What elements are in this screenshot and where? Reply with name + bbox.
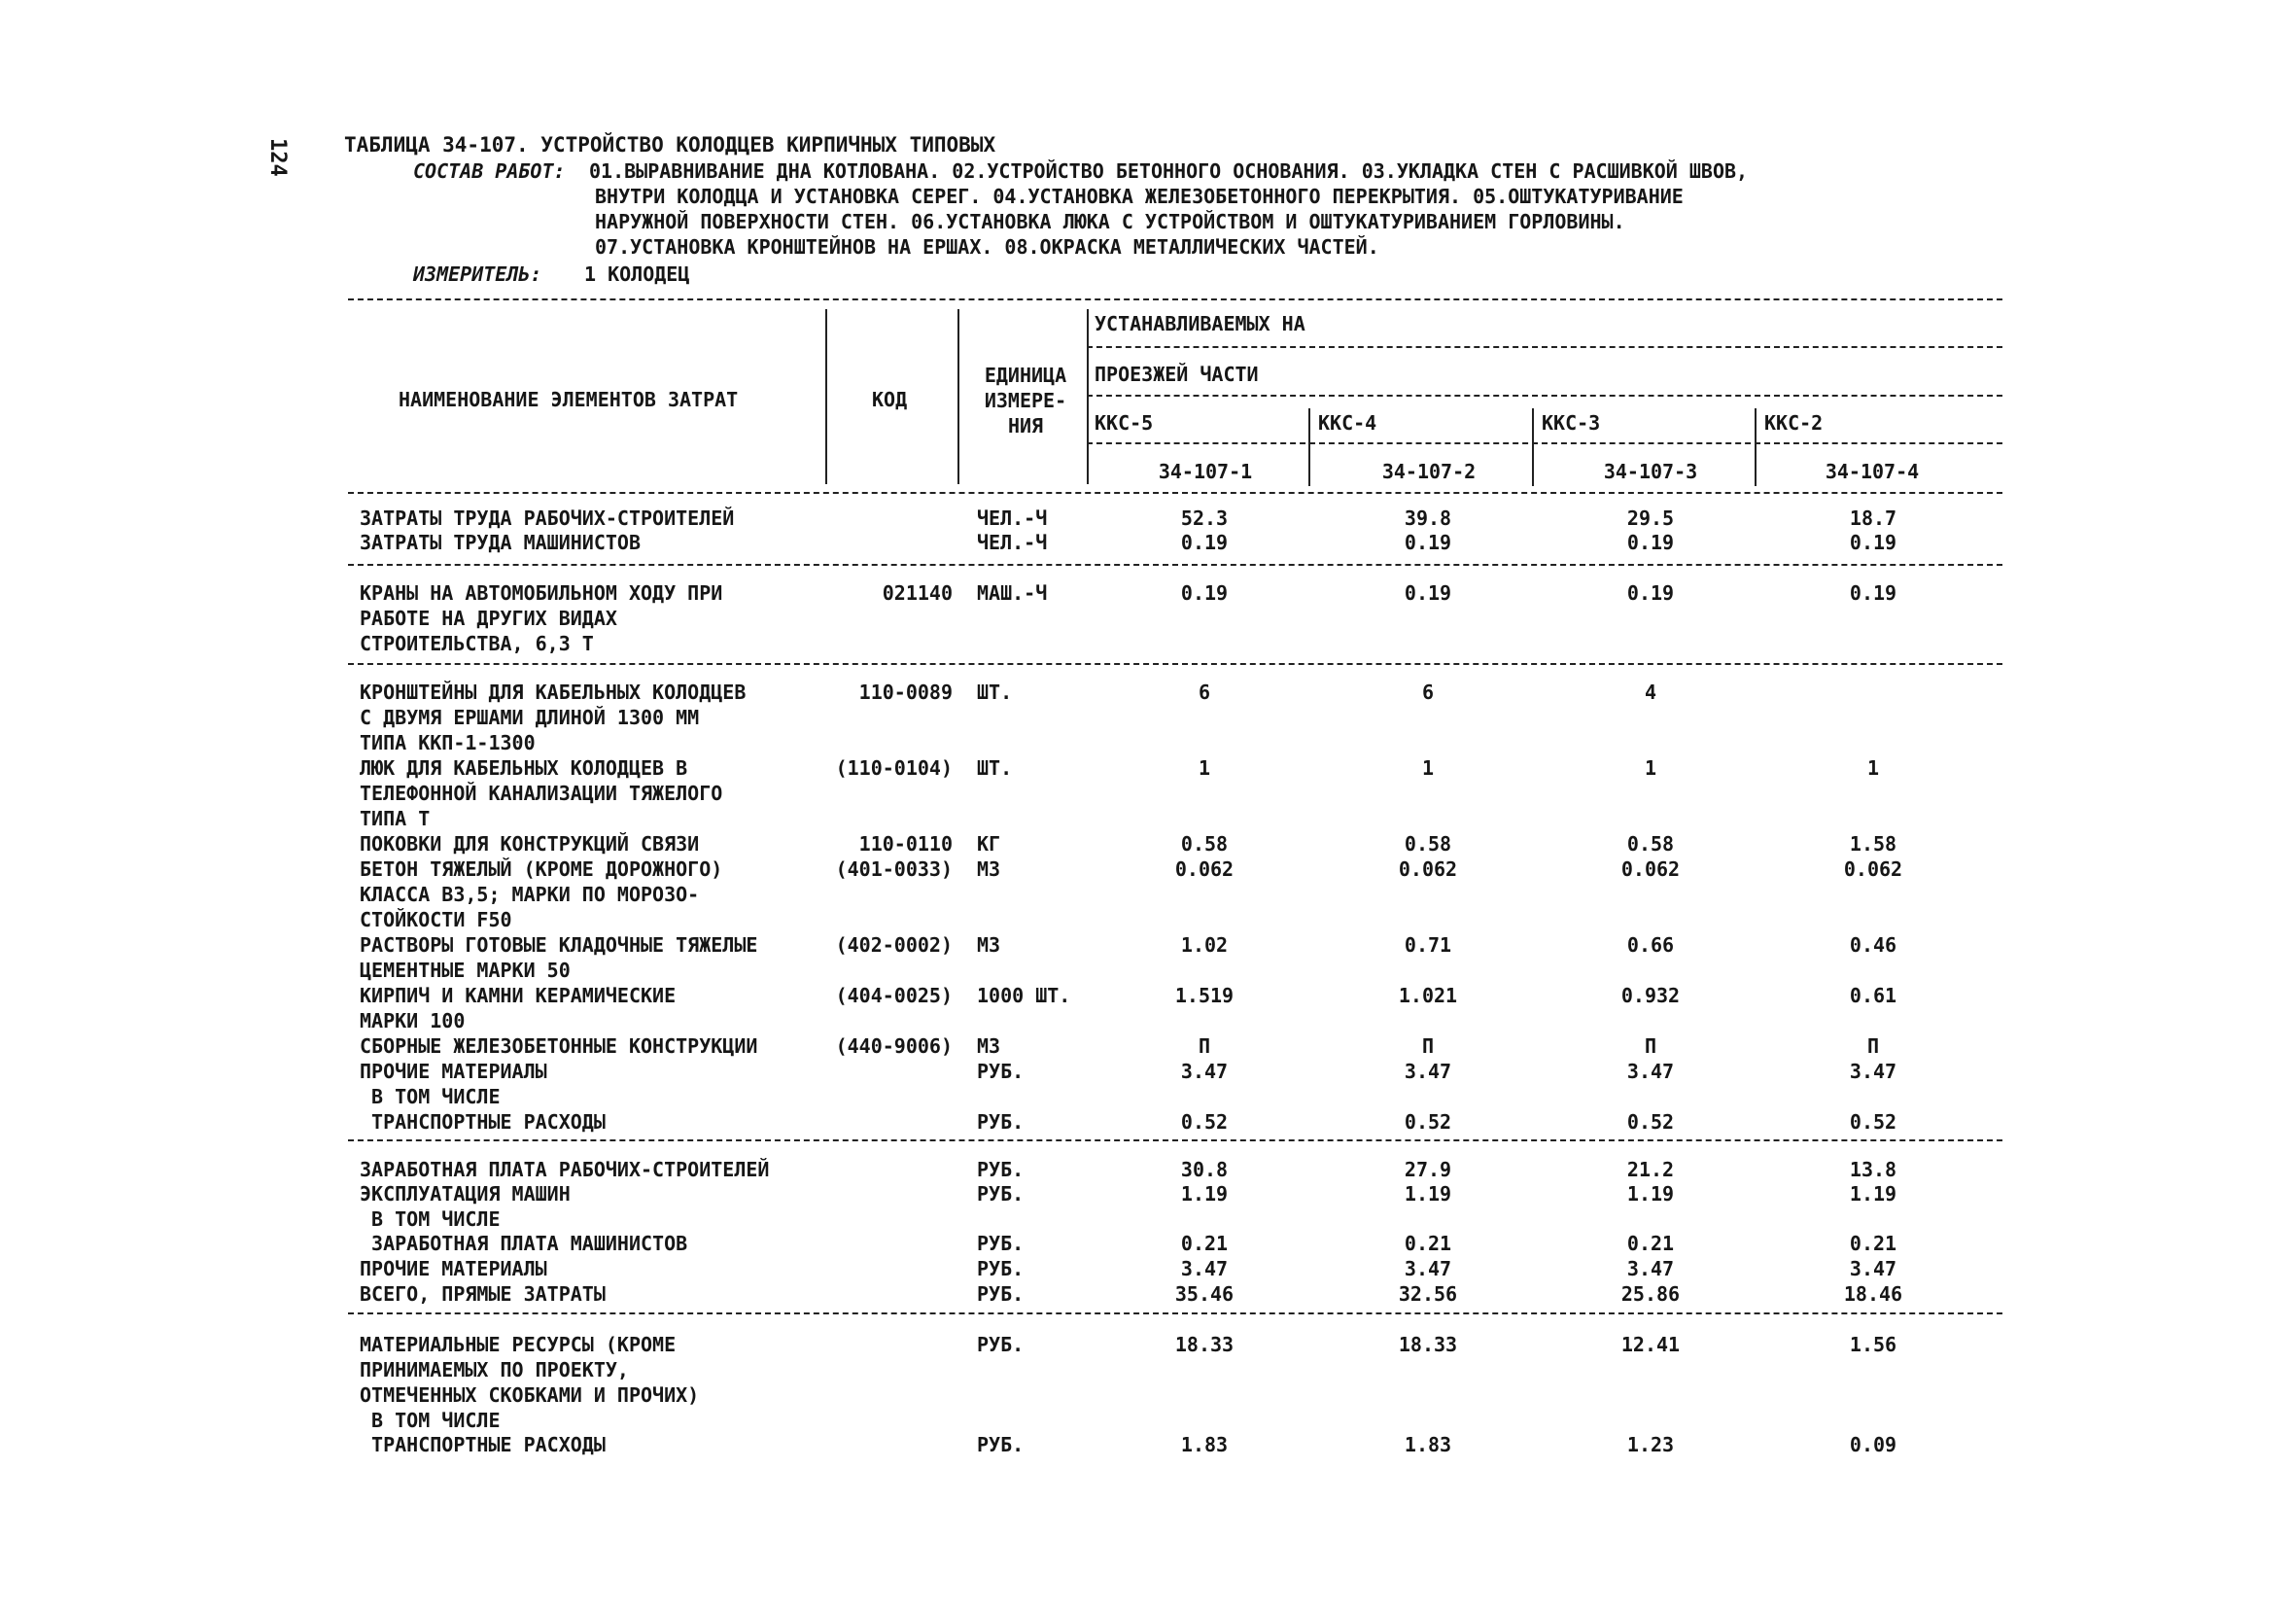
row-value: 27.9 [1404,1158,1452,1181]
row-value: 21.2 [1626,1158,1675,1181]
row-value: 30.8 [1180,1158,1229,1181]
column-divider [1087,309,1089,484]
row-value: 32.56 [1398,1282,1458,1306]
header-top-rule [348,298,2002,300]
row-value: 18.33 [1174,1333,1235,1356]
row-name-line: СБОРНЫЕ ЖЕЛЕЗОБЕТОННЫЕ КОНСТРУКЦИИ [360,1034,758,1058]
row-value: 3.47 [1626,1257,1675,1280]
row-code: (404-0025) [835,984,953,1007]
column-divider [1532,408,1534,486]
row-name-line: ОТМЕЧЕННЫХ СКОБКАМИ И ПРОЧИХ) [360,1383,700,1407]
row-code: 110-0089 [858,681,953,704]
row-code: 021140 [882,581,953,605]
meter-label: ИЗМЕРИТЕЛЬ: [413,262,542,286]
row-value: 25.86 [1620,1282,1681,1306]
header-code: КОД [872,388,908,411]
column-divider [957,309,959,484]
header-unit: ИЗМЕРЕ- [984,389,1067,412]
composition-line: 07.УСТАНОВКА КРОНШТЕЙНОВ НА ЕРШАХ. 08.ОКРАСКА МЕТАЛЛИЧЕСКИХ ЧАСТЕЙ. [595,235,1379,259]
row-value: 0.52 [1180,1110,1229,1134]
row-name-line: КРОНШТЕЙНЫ ДЛЯ КАБЕЛЬНЫХ КОЛОДЦЕВ [360,681,747,704]
row-value: 1.58 [1849,832,1897,856]
row-value: 0.21 [1626,1232,1675,1255]
row-name-line: С ДВУМЯ ЕРШАМИ ДЛИНОЙ 1300 ММ [360,706,700,729]
row-value: 0.52 [1849,1110,1897,1134]
row-name-line: СТОЙКОСТИ F50 [360,908,512,931]
row-code: (440-9006) [835,1034,953,1058]
row-unit: РУБ. [977,1282,1025,1306]
row-value: 0.062 [1843,857,1903,881]
row-value: 39.8 [1404,507,1452,530]
row-name-line: ПРОЧИЕ МАТЕРИАЛЫ [360,1060,547,1083]
row-value: 13.8 [1849,1158,1897,1181]
row-name-line: ТИПА Т [360,807,431,830]
header-group: УСТАНАВЛИВАЕМЫХ НА [1095,312,1305,335]
row-value: 1.23 [1626,1433,1675,1456]
row-unit: РУБ. [977,1110,1025,1134]
row-value: 1.519 [1174,984,1235,1007]
row-value: 1.021 [1398,984,1458,1007]
row-value: 0.19 [1180,581,1229,605]
row-name-line: РАБОТЕ НА ДРУГИХ ВИДАХ [360,607,617,630]
row-name-line: БЕТОН ТЯЖЕЛЫЙ (КРОМЕ ДОРОЖНОГО) [360,857,723,881]
row-value: 1.19 [1404,1182,1452,1206]
header-type: ККС-2 [1764,411,1824,435]
row-name-line: МАТЕРИАЛЬНЫЕ РЕСУРСЫ (КРОМЕ [360,1333,677,1356]
row-value: 18.33 [1398,1333,1458,1356]
row-value: 0.932 [1620,984,1681,1007]
row-value: П [1421,1034,1435,1058]
row-value: 0.09 [1849,1433,1897,1456]
row-unit: ШТ. [977,681,1013,704]
row-name-line: ЦЕМЕНТНЫЕ МАРКИ 50 [360,959,571,982]
row-value: 3.47 [1849,1257,1897,1280]
row-value: 0.46 [1849,933,1897,957]
row-value: 0.19 [1849,531,1897,554]
header-name: НАИМЕНОВАНИЕ ЭЛЕМЕНТОВ ЗАТРАТ [399,388,739,411]
header-type: ККС-5 [1095,411,1154,435]
row-name-line: ТИПА ККП-1-1300 [360,731,536,754]
row-name-line: В ТОМ ЧИСЛЕ [360,1207,501,1231]
row-unit: М3 [977,1034,1001,1058]
row-name-line: ПРОЧИЕ МАТЕРИАЛЫ [360,1257,547,1280]
row-value: 52.3 [1180,507,1229,530]
row-name-line: В ТОМ ЧИСЛЕ [360,1085,501,1108]
meter-value: 1 КОЛОДЕЦ [584,262,690,286]
row-value: 0.52 [1626,1110,1675,1134]
header-unit: НИЯ [1007,414,1044,437]
row-value: 0.19 [1849,581,1897,605]
row-name-line: ТЕЛЕФОННОЙ КАНАЛИЗАЦИИ ТЯЖЕЛОГО [360,782,723,805]
row-code: (401-0033) [835,857,953,881]
row-value: 0.21 [1180,1232,1229,1255]
row-unit: 1000 ШТ. [977,984,1071,1007]
row-value: 1 [1866,756,1880,780]
header-code-number: 34-107-1 [1158,460,1253,483]
row-unit: РУБ. [977,1182,1025,1206]
row-value: 0.58 [1404,832,1452,856]
table-title: ТАБЛИЦА 34-107. УСТРОЙСТВО КОЛОДЦЕВ КИРПИЧНЫХ ТИПОВЫХ [344,133,996,157]
header-rule [1087,442,2002,444]
row-value: 3.47 [1626,1060,1675,1083]
row-value: 0.21 [1404,1232,1452,1255]
row-value: 1.19 [1626,1182,1675,1206]
row-value: 1.83 [1404,1433,1452,1456]
row-value: 1.02 [1180,933,1229,957]
row-value: 0.19 [1404,531,1452,554]
composition-line: НАРУЖНОЙ ПОВЕРХНОСТИ СТЕН. 06.УСТАНОВКА ЛЮКА С УСТРОЙСТВОМ И ОШТУКАТУРИВАНИЕМ ГОРЛОВИНЫ. [595,210,1625,233]
row-name-line: ЛЮК ДЛЯ КАБЕЛЬНЫХ КОЛОДЦЕВ В [360,756,688,780]
composition-label: СОСТАВ РАБОТ: [413,159,566,183]
row-value: 0.71 [1404,933,1452,957]
row-unit: ЧЕЛ.-Ч [977,531,1048,554]
row-value: 1.19 [1849,1182,1897,1206]
row-unit: РУБ. [977,1060,1025,1083]
row-value: 1 [1198,756,1211,780]
row-value: 1.83 [1180,1433,1229,1456]
row-value: 1 [1421,756,1435,780]
row-code: (402-0002) [835,933,953,957]
row-value: 0.21 [1849,1232,1897,1255]
section-rule [348,1312,2002,1314]
row-unit: МАШ.-Ч [977,581,1048,605]
header-rule [1087,346,2002,348]
row-value: 0.19 [1626,531,1675,554]
row-code: 110-0110 [858,832,953,856]
header-code-number: 34-107-2 [1381,460,1477,483]
row-value: 29.5 [1626,507,1675,530]
row-name-line: КЛАССА В3,5; МАРКИ ПО МОРОЗО- [360,883,700,906]
row-name-line: ЗАРАБОТНАЯ ПЛАТА РАБОЧИХ-СТРОИТЕЛЕЙ [360,1158,770,1181]
header-unit: ЕДИНИЦА [984,364,1067,387]
section-rule [348,663,2002,665]
row-value: 4 [1644,681,1657,704]
section-rule [348,564,2002,566]
row-unit: ЧЕЛ.-Ч [977,507,1048,530]
header-code-number: 34-107-3 [1603,460,1698,483]
row-value: 18.46 [1843,1282,1903,1306]
header-bottom-rule [348,492,2002,494]
row-value: 6 [1198,681,1211,704]
row-name-line: МАРКИ 100 [360,1009,466,1032]
row-value: 1.19 [1180,1182,1229,1206]
header-rule [1087,395,2002,397]
row-name-line: КИРПИЧ И КАМНИ КЕРАМИЧЕСКИЕ [360,984,677,1007]
row-name-line: ЗАТРАТЫ ТРУДА МАШИНИСТОВ [360,531,641,554]
composition-line: 01.ВЫРАВНИВАНИЕ ДНА КОТЛОВАНА. 02.УСТРОЙСТВО БЕТОННОГО ОСНОВАНИЯ. 03.УКЛАДКА СТЕН С РАСШИВКОЙ ШВОВ, [589,159,1749,183]
row-value: 1 [1644,756,1657,780]
row-value: 35.46 [1174,1282,1235,1306]
row-value: 0.062 [1620,857,1681,881]
row-unit: РУБ. [977,1232,1025,1255]
row-value: 0.58 [1180,832,1229,856]
row-value: 0.19 [1180,531,1229,554]
row-value: 0.61 [1849,984,1897,1007]
row-unit: РУБ. [977,1333,1025,1356]
column-divider [1308,408,1310,486]
row-name-line: ЗАТРАТЫ ТРУДА РАБОЧИХ-СТРОИТЕЛЕЙ [360,507,735,530]
row-unit: КГ [977,832,1001,856]
composition-line: ВНУТРИ КОЛОДЦА И УСТАНОВКА СЕРЕГ. 04.УСТАНОВКА ЖЕЛЕЗОБЕТОННОГО ПЕРЕКРЫТИЯ. 05.ОШТУКАТУРИВАНИЕ [595,185,1684,208]
row-value: 0.062 [1398,857,1458,881]
header-code-number: 34-107-4 [1825,460,1920,483]
row-value: 3.47 [1404,1257,1452,1280]
row-value: П [1866,1034,1880,1058]
row-code: (110-0104) [835,756,953,780]
row-value: 0.062 [1174,857,1235,881]
row-name-line: ЗАРАБОТНАЯ ПЛАТА МАШИНИСТОВ [360,1232,688,1255]
row-value: 18.7 [1849,507,1897,530]
row-value: 0.52 [1404,1110,1452,1134]
row-value: 3.47 [1180,1257,1229,1280]
header-type: ККС-4 [1318,411,1377,435]
row-value: 0.19 [1626,581,1675,605]
row-value: 3.47 [1180,1060,1229,1083]
row-value: 1.56 [1849,1333,1897,1356]
row-name-line: ТРАНСПОРТНЫЕ РАСХОДЫ [360,1110,606,1134]
row-unit: РУБ. [977,1257,1025,1280]
row-name-line: ПОКОВКИ ДЛЯ КОНСТРУКЦИЙ СВЯЗИ [360,832,700,856]
row-value: 0.66 [1626,933,1675,957]
row-value: П [1644,1034,1657,1058]
row-value: 6 [1421,681,1435,704]
row-unit: М3 [977,933,1001,957]
row-name-line: ТРАНСПОРТНЫЕ РАСХОДЫ [360,1433,606,1456]
row-value: 3.47 [1849,1060,1897,1083]
row-name-line: В ТОМ ЧИСЛЕ [360,1409,501,1432]
row-value: 0.19 [1404,581,1452,605]
row-name-line: РАСТВОРЫ ГОТОВЫЕ КЛАДОЧНЫЕ ТЯЖЕЛЫЕ [360,933,758,957]
row-name-line: ВСЕГО, ПРЯМЫЕ ЗАТРАТЫ [360,1282,606,1306]
row-unit: РУБ. [977,1433,1025,1456]
row-value: 12.41 [1620,1333,1681,1356]
row-unit: РУБ. [977,1158,1025,1181]
header-subgroup: ПРОЕЗЖЕЙ ЧАСТИ [1095,363,1259,386]
section-rule [348,1139,2002,1141]
row-value: 0.58 [1626,832,1675,856]
header-type: ККС-3 [1542,411,1601,435]
row-name-line: ЭКСПЛУАТАЦИЯ МАШИН [360,1182,571,1206]
row-value: 3.47 [1404,1060,1452,1083]
column-divider [825,309,827,484]
page-number: 124 [265,138,290,177]
row-name-line: СТРОИТЕЛЬСТВА, 6,3 Т [360,632,594,655]
row-unit: М3 [977,857,1001,881]
row-name-line: КРАНЫ НА АВТОМОБИЛЬНОМ ХОДУ ПРИ [360,581,723,605]
column-divider [1755,408,1757,486]
row-unit: ШТ. [977,756,1013,780]
row-name-line: ПРИНИМАЕМЫХ ПО ПРОЕКТУ, [360,1358,629,1381]
row-value: П [1198,1034,1211,1058]
